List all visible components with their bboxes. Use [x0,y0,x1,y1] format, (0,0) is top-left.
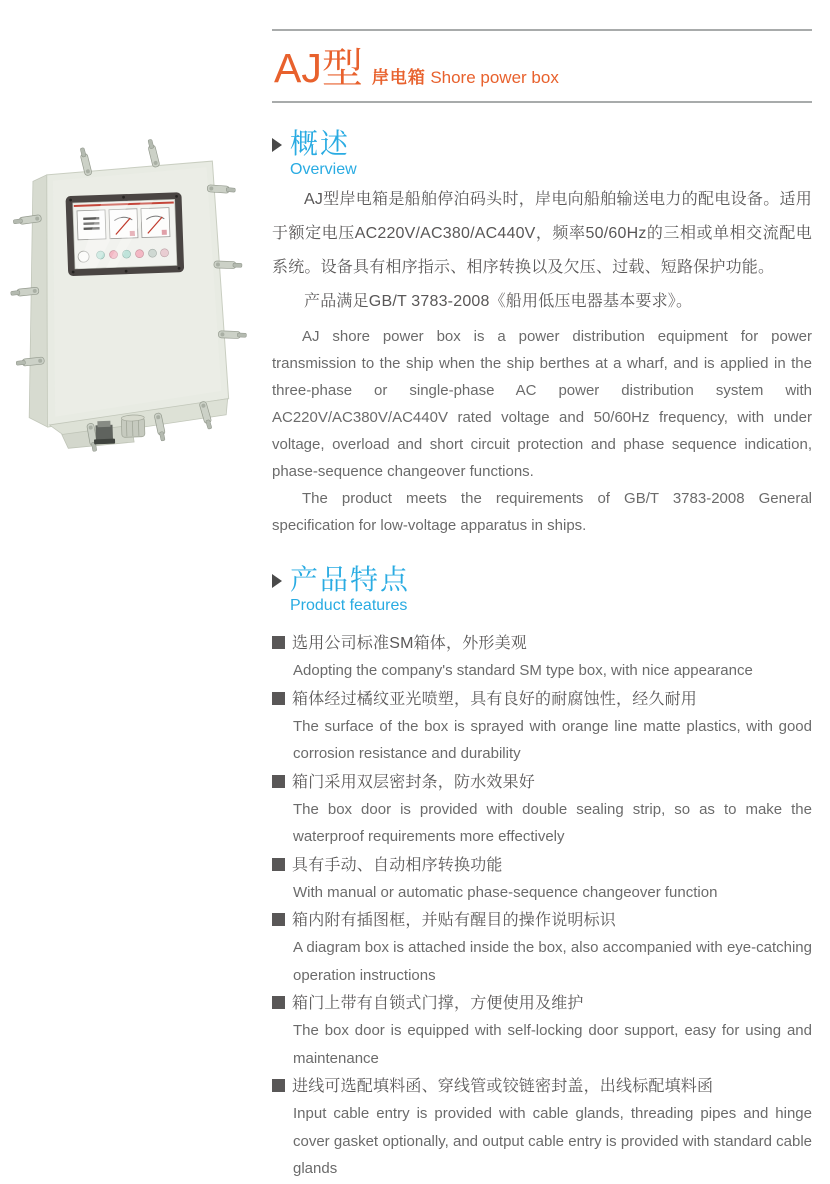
bullet-square-icon [272,913,285,926]
overview-paragraph-zh: AJ型岸电箱是船舶停泊码头时，岸电向船舶输送电力的配电设备。适用于额定电压AC220V/AC380/AC440V，频率50/60Hz的三相或单相交流配电系统。设备具有相序指示、相序转换以及欠压、过载、短路保护功能。 [272,191,812,276]
shore-power-box-illustration [5,136,257,454]
feature-text-en: The box door is provided with double sealing strip, so as to make the waterproof requirements more effectively [293,800,812,845]
model-name: AJ型 [274,45,363,91]
overview-heading-en: Overview [290,161,357,178]
feature-text-zh: 选用公司标准SM箱体，外形美观 [292,635,528,652]
feature-text-zh: 箱体经过橘纹亚光喷塑，具有良好的耐腐蚀性，经久耐用 [292,690,698,708]
features-heading-en: Product features [290,597,408,614]
feature-text-en: A diagram box is attached inside the box, also accompanied with eye-catching operation instructions [293,939,812,984]
feature-text-en: The surface of the box is sprayed with orange line matte plastics, with good corrosion resistance and durability [293,717,812,762]
product-photo [5,136,257,454]
feature-text-zh: 箱内附有插图框，并贴有醒目的操作说明标识 [292,912,617,929]
bullet-square-icon [272,775,285,788]
product-name-zh: 岸电箱 [371,68,426,87]
bullet-square-icon [272,692,285,705]
features-heading-zh: 产品特点 [290,564,411,595]
product-subtitle [372,68,559,90]
feature-text-en: With manual or automatic phase-sequence changeover function [293,883,718,901]
feature-item [272,769,812,851]
overview-paragraph-zh: 产品满足GB/T 3783-2008《船用低压电器基本要求》。 [304,293,693,310]
content-column [272,0,812,1184]
feature-text-en: The box door is equipped with self-locking door support, easy for using and maintenance [293,1022,812,1067]
feature-item [272,907,812,989]
bullet-square-icon [272,1079,285,1092]
feature-item [272,686,812,768]
overview-heading-zh: 概述 [290,128,351,159]
overview-section-header [272,129,812,181]
title-bottom-rule [272,101,812,103]
feature-text-zh: 箱门上带有自锁式门撑，方便使用及维护 [292,995,584,1012]
feature-item [272,1073,812,1183]
bullet-square-icon [272,996,285,1009]
bullet-square-icon [272,858,285,871]
feature-text-zh: 进线可选配填料函、穿线管或铰链密封盖，出线标配填料函 [292,1078,714,1095]
overview-paragraph-en: AJ shore power box is a power distribution equipment for power transmission to the ship when the ship berthes at a wharf, and is applied in the three-phase or single-phase AC power distribution system with AC220V/AC380V/AC440V rated voltage and 50/60Hz frequency, with under voltage, overload and short circuit protection and phase sequence indication, phase-sequence changeover functions. [272,328,812,480]
overview-paragraph-en: The product meets the requirements of GB/T 3783-2008 General specification for low-voltage apparatus in ships. [272,490,812,534]
feature-text-en: Input cable entry is provided with cable glands, threading pipes and hinge cover gasket optionally, and output cable entry is provided with standard cable glands [293,1105,812,1177]
feature-text-zh: 箱门采用双层密封条，防水效果好 [292,773,536,791]
feature-text-en: Adopting the company's standard SM type box, with nice appearance [293,662,753,679]
section-marker-icon [272,574,282,588]
features-list [272,630,812,1183]
feature-text-zh: 具有手动、自动相序转换功能 [292,856,503,874]
product-title [272,31,812,101]
section-marker-icon [272,138,282,152]
features-section-header [272,565,812,617]
feature-item [272,852,812,907]
feature-item [272,990,812,1072]
product-name-en: Shore power box [430,68,559,87]
feature-item [272,630,812,685]
bullet-square-icon [272,636,285,649]
